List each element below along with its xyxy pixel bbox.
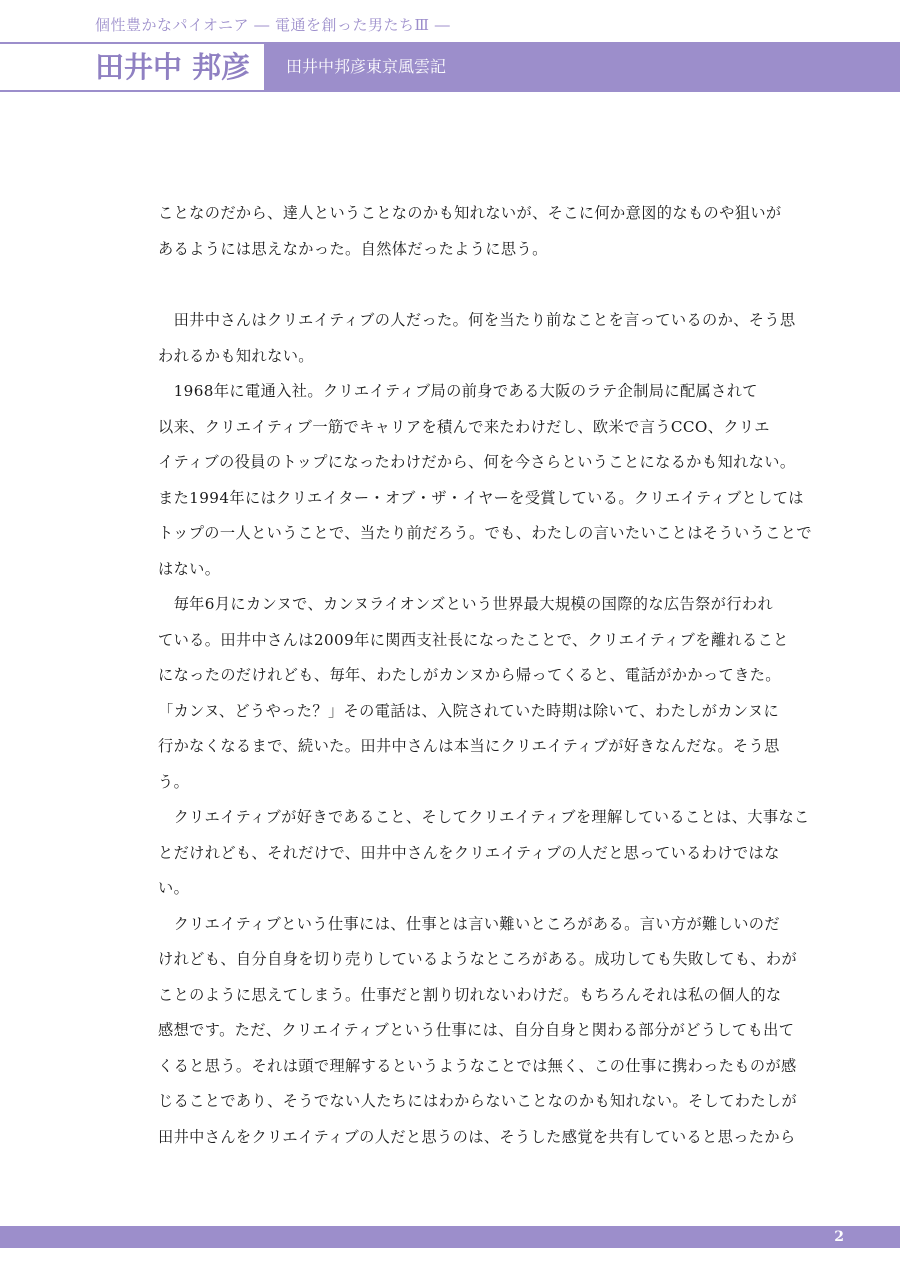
text-line: 行かなくなるまで、続いた。田井中さんは本当にクリエイティブが好きなんだな。そう思 — [158, 737, 780, 755]
article-subtitle: 田井中邦彦東京風雲記 — [286, 57, 447, 76]
text-line: ことのように思えてしまう。仕事だと割り切れないわけだ。もちろんそれは私の個人的な — [158, 985, 782, 1004]
footer-bar — [0, 1226, 900, 1248]
text-line: また1994年にはクリエイター・オブ・ザ・イヤーを受賞している。クリエイティブとしては — [158, 488, 804, 507]
title-header — [0, 42, 900, 92]
text-line: けれども、自分自身を切り売りしているようなところがある。成功しても失敗しても、わが — [158, 950, 798, 968]
text-line: 感想です。ただ、クリエイティブという仕事には、自分自身と関わる部分がどうしても出て — [158, 1021, 795, 1039]
text-line: とだけれども、それだけで、田井中さんをクリエイティブの人だと思っているわけではな — [158, 843, 780, 862]
text-line: になったのだけれども、毎年、わたしがカンヌから帰ってくると、電話がかかってきた。 — [158, 666, 781, 684]
subtitle-band — [264, 44, 900, 90]
text-line: イティブの役員のトップになったわけだから、何を今さらということになるかも知れない。 — [158, 453, 796, 471]
text-line: はない。 — [158, 559, 221, 578]
text-line: 田井中さんはクリエイティブの人だった。何を当たり前なことを言っているのか、そう思 — [158, 311, 796, 329]
article-body — [158, 196, 812, 1155]
text-line: ている。田井中さんは2009年に関西支社長になったことで、クリエイティブを離れること — [158, 630, 789, 649]
paragraph-gap — [158, 267, 786, 303]
person-name-heading: 田井中 邦彦 — [95, 50, 251, 84]
series-title: 個性豊かなパイオニア ― 電通を創った男たちⅢ ― — [95, 16, 451, 34]
text-line: 田井中さんをクリエイティブの人だと思うのは、そうした感覚を共有していると思ったから — [158, 1127, 796, 1146]
page-number: 2 — [834, 1229, 844, 1245]
text-line: ことなのだから、達人ということなのかも知れないが、そこに何か意図的なものや狙いが — [158, 204, 782, 222]
text-line: くると思う。それは頭で理解するというようなことでは無く、この仕事に携わったものが感 — [158, 1056, 797, 1075]
text-line: あるようには思えなかった。自然体だったように思う。 — [158, 239, 548, 258]
text-line: 以来、クリエイティブ一筋でキャリアを積んで来たわけだし、欧米で言うCCO、クリエ — [158, 417, 770, 436]
text-line: う。 — [158, 772, 190, 791]
text-line: トップの一人ということで、当たり前だろう。でも、わたしの言いたいことはそういうことで — [158, 524, 812, 542]
text-line: クリエイティブという仕事には、仕事とは言い難いところがある。言い方が難しいのだ — [158, 914, 780, 933]
text-line: 「カンヌ、どうやった？」その電話は、入院されていた時期は除いて、わたしがカンヌに — [158, 701, 780, 720]
text-line: 1968年に電通入社。クリエイティブ局の前身である大阪のラテ企制局に配属されて — [158, 382, 758, 400]
text-line: 毎年6月にカンヌで、カンヌライオンズという世界最大規模の国際的な広告祭が行われ — [158, 595, 774, 613]
text-line: じることであり、そうでない人たちにはわからないことなのかも知れない。そしてわたしが — [158, 1092, 798, 1110]
text-line: クリエイティブが好きであること、そしてクリエイティブを理解していることは、大事なこ — [158, 808, 810, 826]
text-line: われるかも知れない。 — [158, 346, 314, 365]
text-line: い。 — [158, 879, 190, 897]
